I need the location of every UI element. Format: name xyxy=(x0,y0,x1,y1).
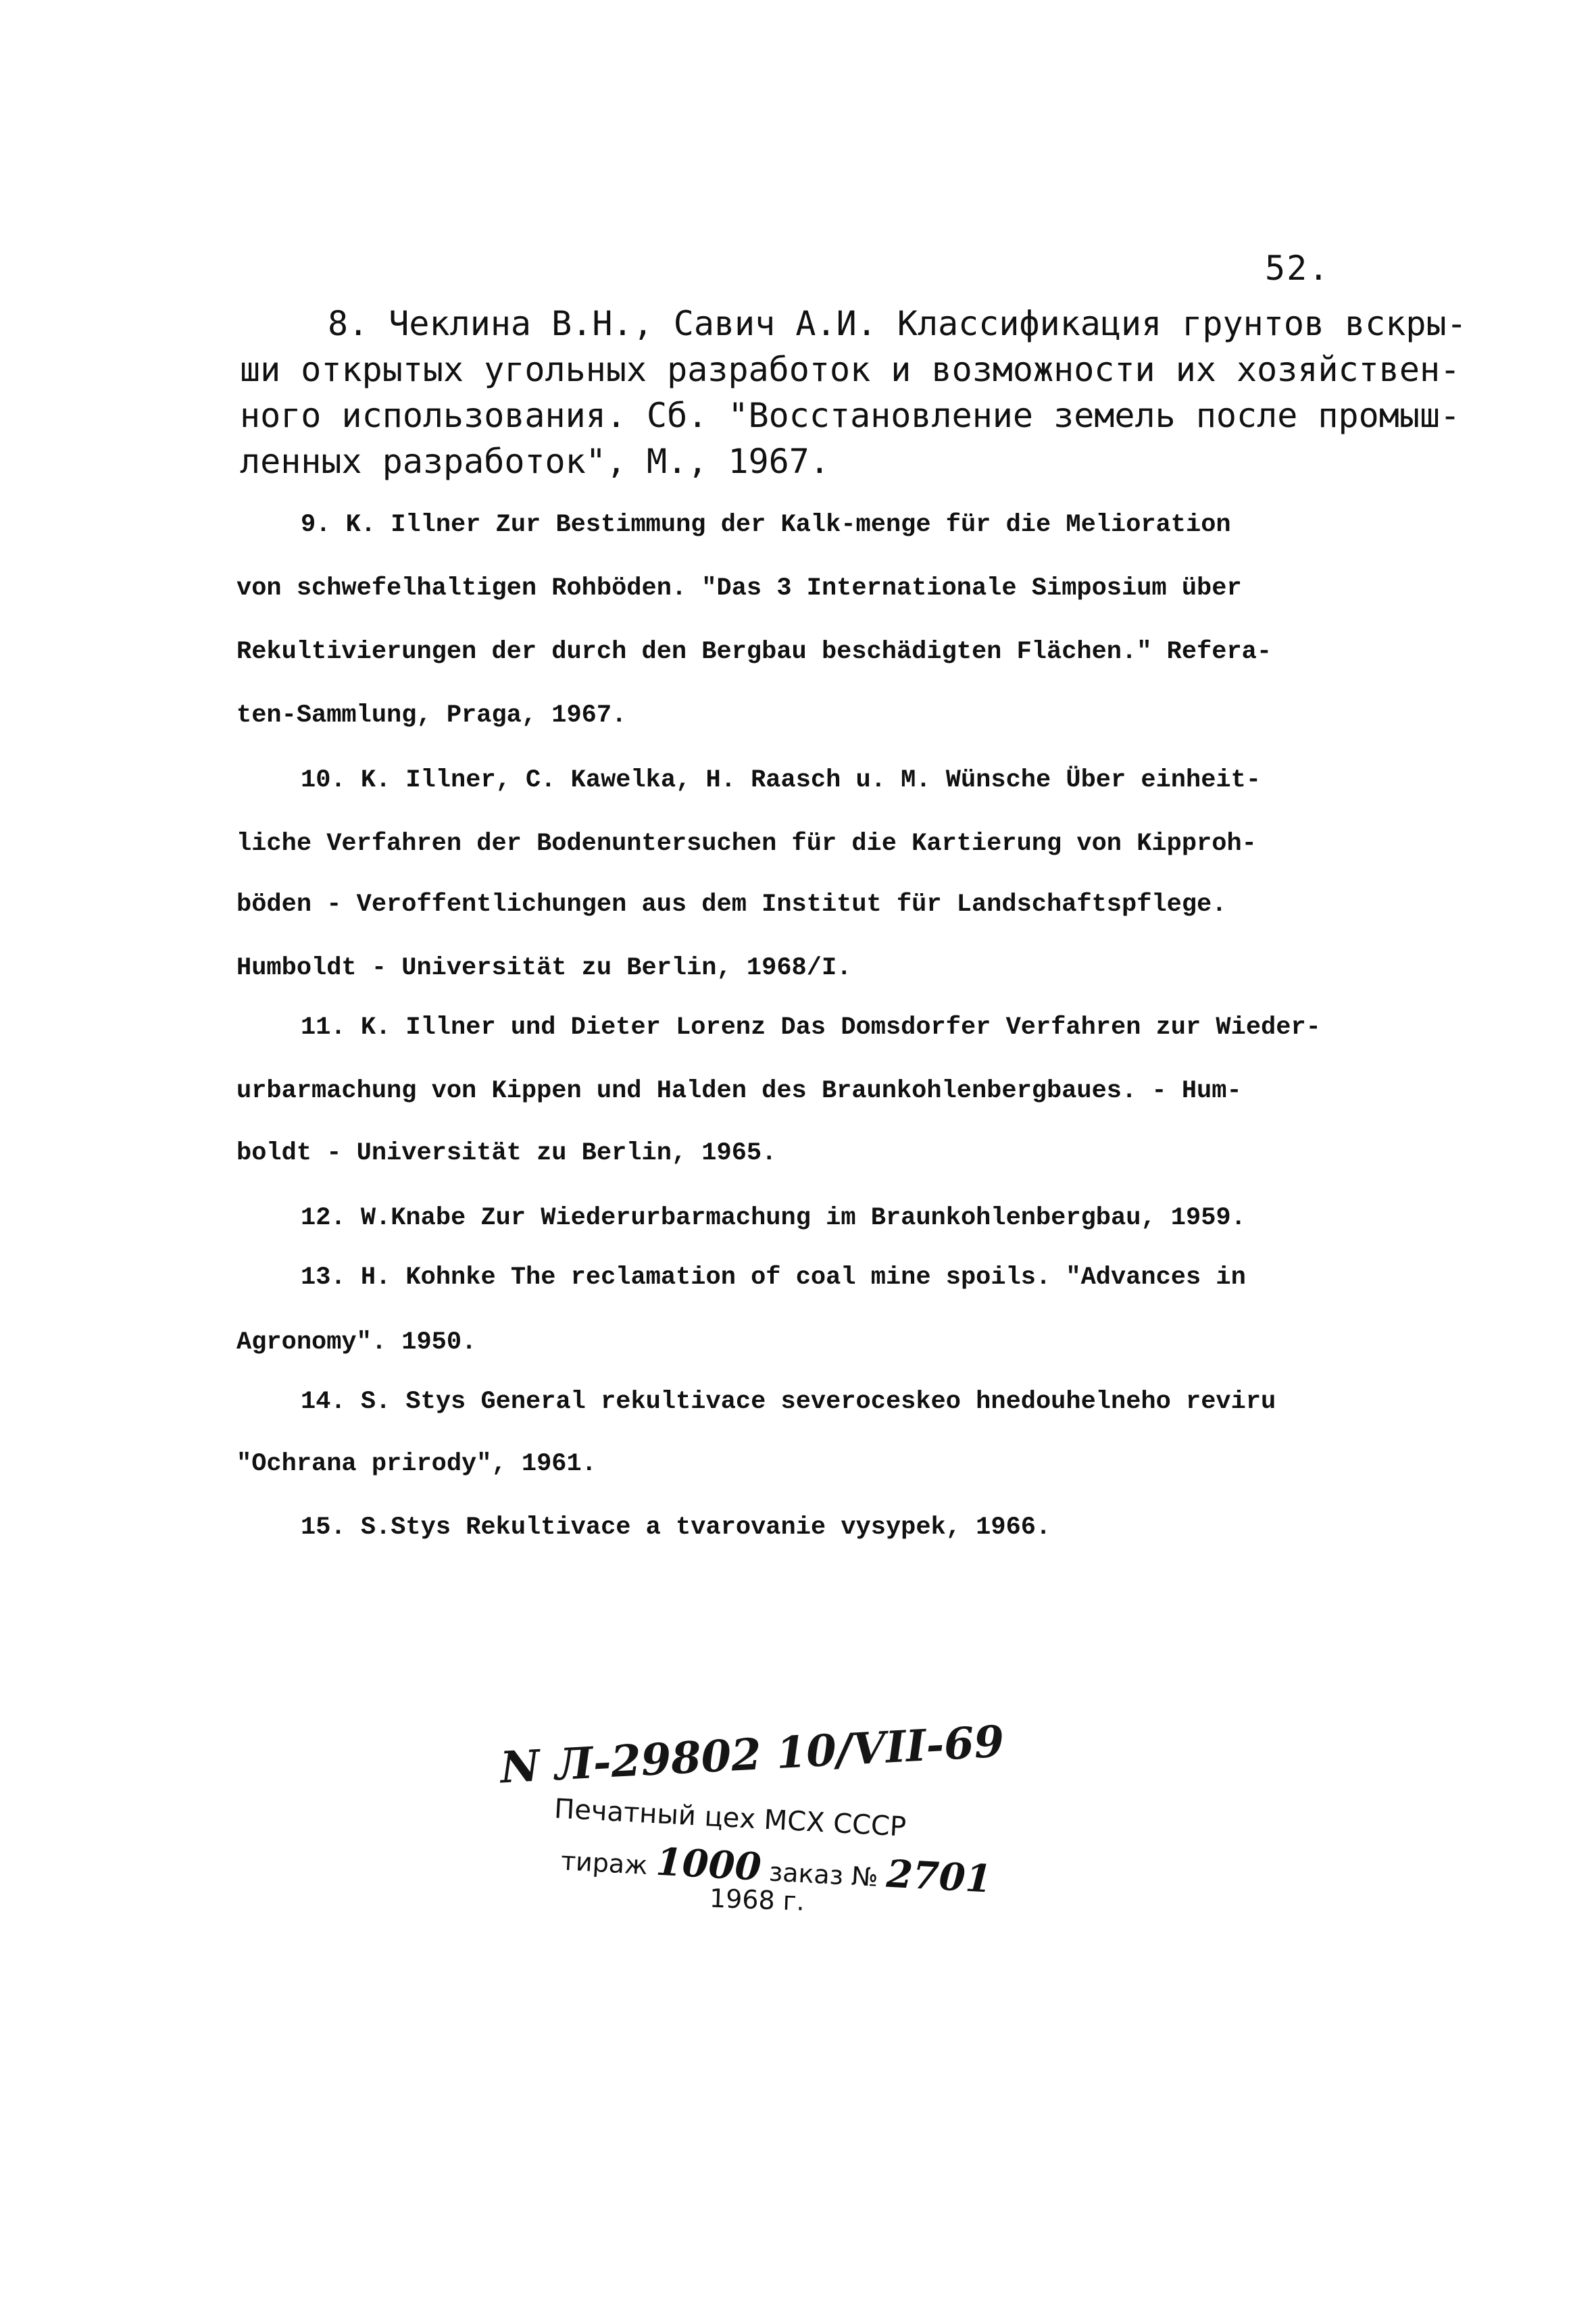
reference-9-line: 9. K. Illner Zur Bestimmung der Kalk-menge für die Melioration xyxy=(301,511,1231,539)
reference-13-line: 13. H. Kohnke The reclamation of coal mine spoils. "Advances in xyxy=(301,1263,1246,1292)
print-stamp xyxy=(487,1716,1081,2040)
reference-8-line: ленных разработок", М., 1967. xyxy=(240,442,830,481)
handwritten-code: N Л-29802 10/VII-69 xyxy=(499,1716,1005,1794)
stamp-year: 1968 г. xyxy=(709,1883,805,1917)
reference-9-line: ten-Sammlung, Praga, 1967. xyxy=(236,701,627,730)
reference-8-line: 8. Чеклина В.Н., Савич А.И. Классификация грунтов вскры- xyxy=(328,304,1467,343)
reference-14-line: "Ochrana prirody", 1961. xyxy=(236,1450,597,1478)
reference-13-line: Agronomy". 1950. xyxy=(236,1328,477,1357)
stamp-run-value: 1000 xyxy=(655,1839,763,1890)
reference-10-line: böden - Veroffentlichungen aus dem Institut für Landschaftspflege. xyxy=(236,890,1227,919)
reference-15-line: 15. S.Stys Rekultivace a tvarovanie vysypek, 1966. xyxy=(301,1513,1051,1542)
reference-14-line: 14. S. Stys General rekultivace severoceskeo hnedouhelneho reviru xyxy=(301,1388,1276,1416)
page-number: 52. xyxy=(1265,249,1330,288)
stamp-order-label: заказ № xyxy=(768,1857,879,1892)
stamp-order-value: 2701 xyxy=(885,1851,993,1902)
reference-10-line: Humboldt - Universität zu Berlin, 1968/I. xyxy=(236,954,852,982)
reference-11-line: boldt - Universität zu Berlin, 1965. xyxy=(236,1139,777,1167)
stamp-run-label: тираж xyxy=(559,1846,649,1880)
reference-9-line: Rekultivierungen der durch den Bergbau beschädigten Flächen." Refera- xyxy=(236,638,1272,666)
reference-11-line: urbarmachung von Kippen und Halden des Braunkohlenbergbaues. - Hum- xyxy=(236,1077,1242,1105)
reference-8-line: ного использования. Сб. "Восстановление земель после промыш- xyxy=(240,396,1461,435)
stamp-printer: Печатный цех МСХ СССР xyxy=(553,1793,907,1843)
reference-8-line: ши открытых угольных разработок и возможности их хозяйствен- xyxy=(240,350,1461,389)
reference-10-line: liche Verfahren der Bodenuntersuchen für die Kartierung von Kipproh- xyxy=(236,830,1257,858)
reference-12-line: 12. W.Knabe Zur Wiederurbarmachung im Braunkohlenbergbau, 1959. xyxy=(301,1204,1246,1232)
reference-10-line: 10. K. Illner, C. Kawelka, H. Raasch u. M. Wünsche Über einheit- xyxy=(301,766,1262,795)
reference-9-line: von schwefelhaltigen Rohböden. "Das 3 Internationale Simposium über xyxy=(236,574,1242,603)
reference-11-line: 11. K. Illner und Dieter Lorenz Das Domsdorfer Verfahren zur Wieder- xyxy=(301,1013,1321,1042)
reference-8 xyxy=(240,301,1467,484)
